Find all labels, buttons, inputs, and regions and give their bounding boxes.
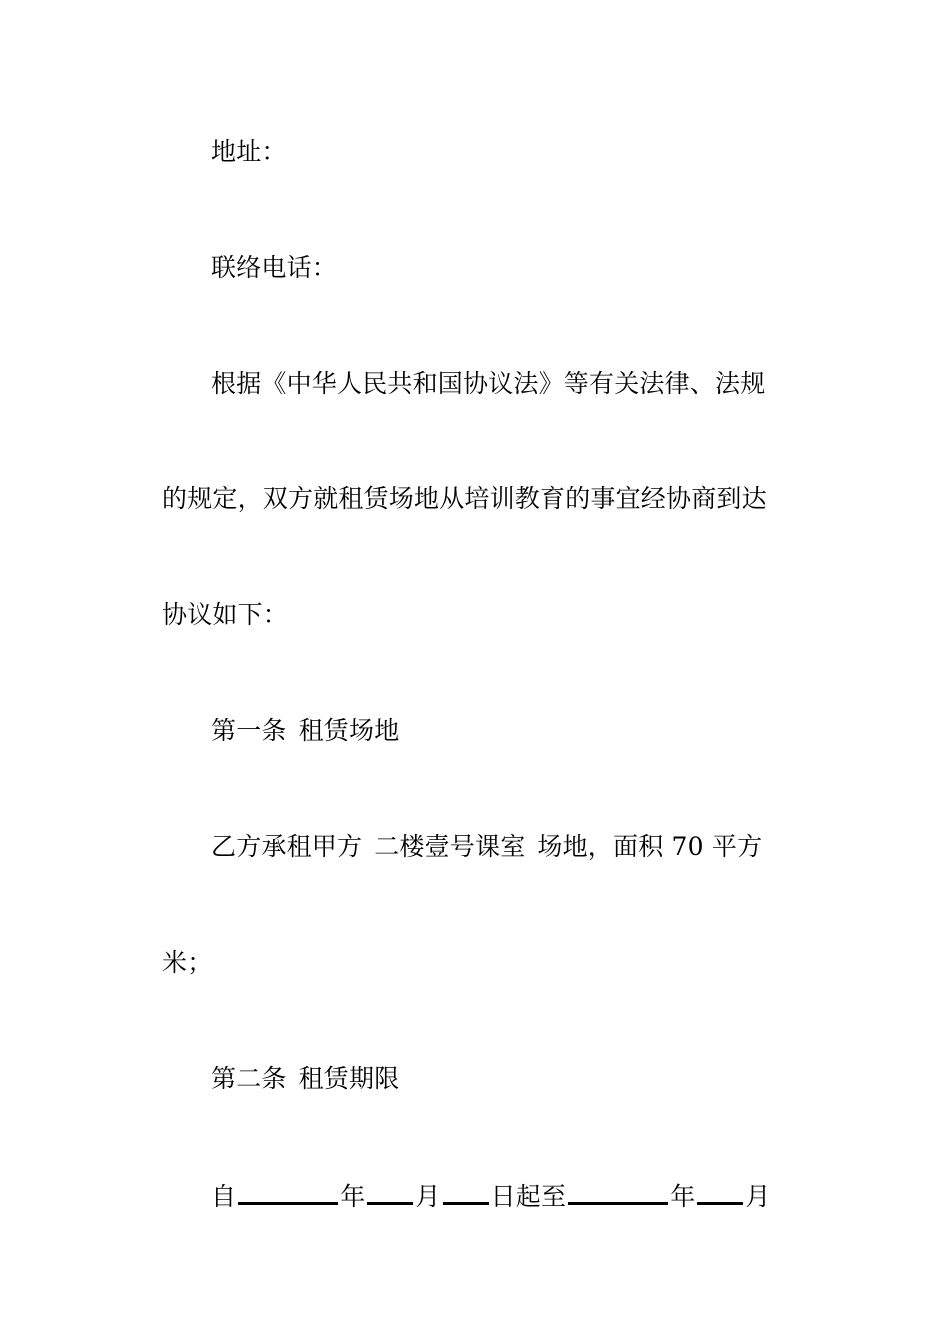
start-month-blank[interactable] [367, 1180, 413, 1205]
intro-line-1: 根据《中华人民共和国协议法》等有关法律、法规 [211, 369, 766, 398]
term-month-2: 月 [745, 1182, 771, 1211]
article-1-heading [211, 716, 782, 746]
article-2-heading [211, 1064, 782, 1094]
start-year-blank[interactable] [238, 1180, 338, 1205]
term-month-1: 月 [415, 1182, 441, 1211]
term-line [211, 1180, 782, 1212]
article-1-body-part-1: 乙方承租甲方 [211, 832, 363, 861]
article-2-title: 租赁期限 [298, 1064, 400, 1093]
intro-line-3: 协议如下： [162, 600, 289, 629]
article-1-body-part-2: 场地，面积 70 平方 [537, 832, 763, 861]
end-month-blank[interactable] [697, 1180, 743, 1205]
article-1-body-line-1 [211, 832, 782, 862]
article-1-room: 二楼壹号课室 [374, 832, 526, 861]
term-day-1: 日起至 [490, 1182, 567, 1211]
term-from: 自 [211, 1182, 237, 1211]
address-label: 地址： [211, 137, 287, 166]
article-1-title: 租赁场地 [298, 716, 400, 745]
intro-line-2: 的规定，双方就租赁场地从培训教育的事宜经协商到达 [162, 484, 767, 513]
start-day-blank[interactable] [443, 1180, 489, 1205]
article-1-number: 第一条 [211, 716, 287, 745]
term-year-2: 年 [670, 1182, 696, 1211]
article-2-number: 第二条 [211, 1064, 287, 1093]
term-year-1: 年 [340, 1182, 366, 1211]
article-1-body-line-2: 米； [162, 948, 213, 977]
end-year-blank[interactable] [568, 1180, 668, 1205]
phone-label: 联络电话： [211, 253, 338, 282]
